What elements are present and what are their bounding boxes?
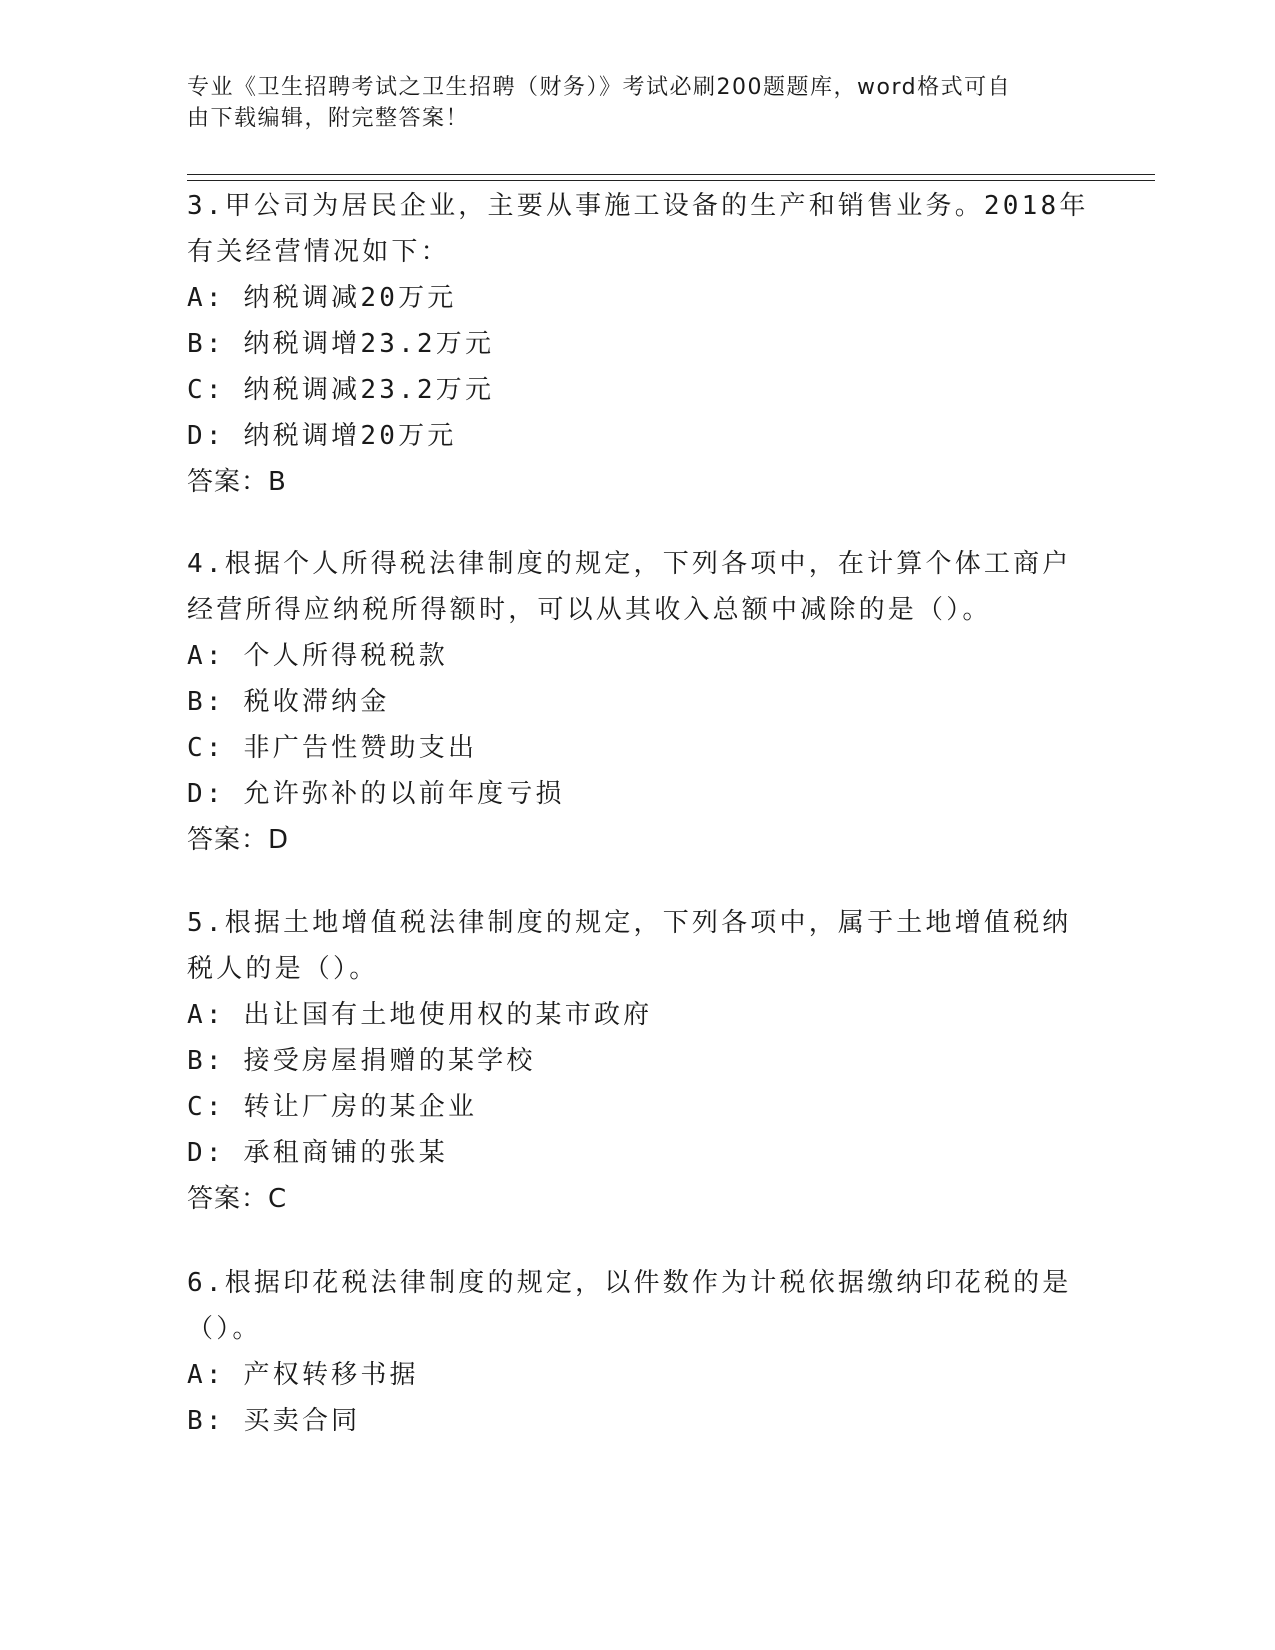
option-a: A: 个人所得税税款 [187, 641, 448, 671]
header-line-2: 由下载编辑，附完整答案！ [187, 106, 470, 131]
answer-label: 答案：C [187, 1184, 288, 1214]
option-d: D: 纳税调增20万元 [187, 421, 457, 451]
question-stem-line: 5.根据土地增值税法律制度的规定，下列各项中，属于土地增值税纳 [187, 908, 1072, 938]
option-b: B: 接受房屋捐赠的某学校 [187, 1046, 536, 1076]
option-a: A: 出让国有土地使用权的某市政府 [187, 1000, 653, 1030]
question-4 [187, 541, 1072, 863]
question-stem-line: 3.甲公司为居民企业，主要从事施工设备的生产和销售业务。2018年 [187, 191, 1089, 221]
question-stem-line: 税人的是（）。 [187, 954, 379, 984]
answer-label: 答案：D [187, 825, 290, 855]
option-a: A: 纳税调减20万元 [187, 283, 457, 313]
question-6 [187, 1260, 1072, 1444]
question-5 [187, 900, 1072, 1222]
header-divider-top [187, 174, 1155, 175]
question-3 [187, 183, 1089, 505]
option-c: C: 转让厂房的某企业 [187, 1092, 478, 1122]
option-b: B: 税收滞纳金 [187, 687, 390, 717]
header-divider-bottom [187, 180, 1155, 181]
question-stem-line: 4.根据个人所得税法律制度的规定，下列各项中，在计算个体工商户 [187, 549, 1072, 579]
answer-label: 答案：B [187, 467, 287, 497]
header-line-1: 专业《卫生招聘考试之卫生招聘（财务）》考试必刷200题题库，word格式可自 [187, 75, 1012, 100]
option-b: B: 买卖合同 [187, 1406, 361, 1436]
question-stem-line: 6.根据印花税法律制度的规定，以件数作为计税依据缴纳印花税的是 [187, 1268, 1072, 1298]
option-b: B: 纳税调增23.2万元 [187, 329, 495, 359]
option-d: D: 承租商铺的张某 [187, 1138, 448, 1168]
document-header [187, 72, 1067, 134]
option-a: A: 产权转移书据 [187, 1360, 419, 1390]
question-stem-line: 有关经营情况如下： [187, 237, 450, 267]
option-d: D: 允许弥补的以前年度亏损 [187, 779, 565, 809]
question-stem-line: 经营所得应纳税所得额时，可以从其收入总额中减除的是（）。 [187, 595, 992, 625]
option-c: C: 非广告性赞助支出 [187, 733, 478, 763]
question-stem-line: （）。 [187, 1314, 262, 1344]
option-c: C: 纳税调减23.2万元 [187, 375, 495, 405]
